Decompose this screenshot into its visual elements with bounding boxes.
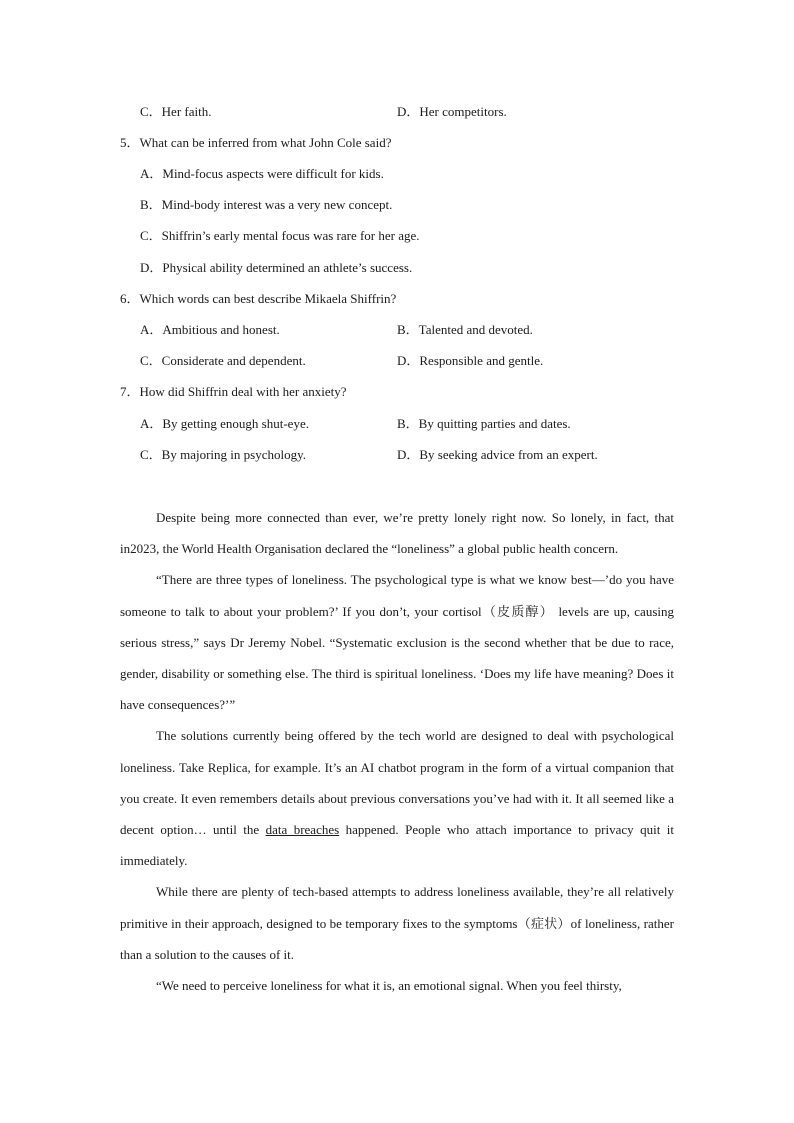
- q7-stem: 7．How did Shiffrin deal with her anxiety?: [120, 384, 347, 399]
- passage-paragraph-2: “There are three types of loneliness. The psychological type is what we know best—’do you have someone to talk to about your problem?’ If you don’t, your cortisol（皮质醇） levels are up, causing serious stress,” says Dr Jeremy Nobel. “Systematic exclusion is the second whether that be due to race, gender, disability or something else. The third is spiritual loneliness. ‘Does my life have meaning? Does it have consequences?’”: [120, 572, 674, 713]
- passage-paragraph-1: Despite being more connected than ever, we’re pretty lonely right now. So lonely, in fact, that in2023, the World Health Organisation declared the “loneliness” a global public health concern.: [120, 510, 674, 557]
- underlined-phrase: data breaches: [265, 822, 340, 838]
- q7-option-b: B．By quitting parties and dates.: [397, 416, 571, 431]
- passage-paragraph-3-text-b: happened. People who attach importance to privacy quit it immediately.: [120, 822, 674, 869]
- q7-option-a: A．By getting enough shut-eye.: [140, 416, 309, 431]
- q4-option-c: C．Her faith.: [140, 104, 212, 119]
- q6-option-b: B．Talented and devoted.: [397, 322, 533, 337]
- passage-paragraph-3: [120, 720, 674, 876]
- q6-option-d: D．Responsible and gentle.: [397, 353, 544, 368]
- passage-paragraph-4: While there are plenty of tech-based attempts to address loneliness available, they’re all relatively primitive in their approach, designed to be temporary fixes to the symptoms（症状）of loneliness, rather than a solution to the causes of it.: [120, 884, 674, 962]
- passage-paragraph-3-text-a: The solutions currently being offered by the tech world are designed to deal with psychological loneliness. Take Replica, for example. It’s an AI chatbot program in the form of a virtual companion that you create. It even remembers details about previous conversations you’ve had with it. It all seemed like a decent option… until the: [120, 728, 674, 838]
- passage-paragraph-5: “We need to perceive loneliness for what it is, an emotional signal. When you feel thirsty,: [156, 978, 622, 994]
- q7-option-d: D．By seeking advice from an expert.: [397, 447, 598, 462]
- reading-passage: [120, 502, 674, 1001]
- q5-option-c: C．Shiffrin’s early mental focus was rare for her age.: [140, 228, 420, 243]
- q6-option-c: C．Considerate and dependent.: [140, 353, 306, 368]
- q5-option-b: B．Mind-body interest was a very new concept.: [140, 197, 393, 212]
- q7-option-c: C．By majoring in psychology.: [140, 447, 306, 462]
- q4-option-d: D．Her competitors.: [397, 104, 507, 119]
- q6-stem: 6．Which words can best describe Mikaela Shiffrin?: [120, 291, 397, 306]
- q6-option-a: A．Ambitious and honest.: [140, 322, 280, 337]
- q5-option-a: A．Mind-focus aspects were difficult for kids.: [140, 166, 384, 181]
- q5-stem: 5．What can be inferred from what John Cole said?: [120, 135, 392, 150]
- q5-option-d: D．Physical ability determined an athlete’s success.: [140, 260, 413, 275]
